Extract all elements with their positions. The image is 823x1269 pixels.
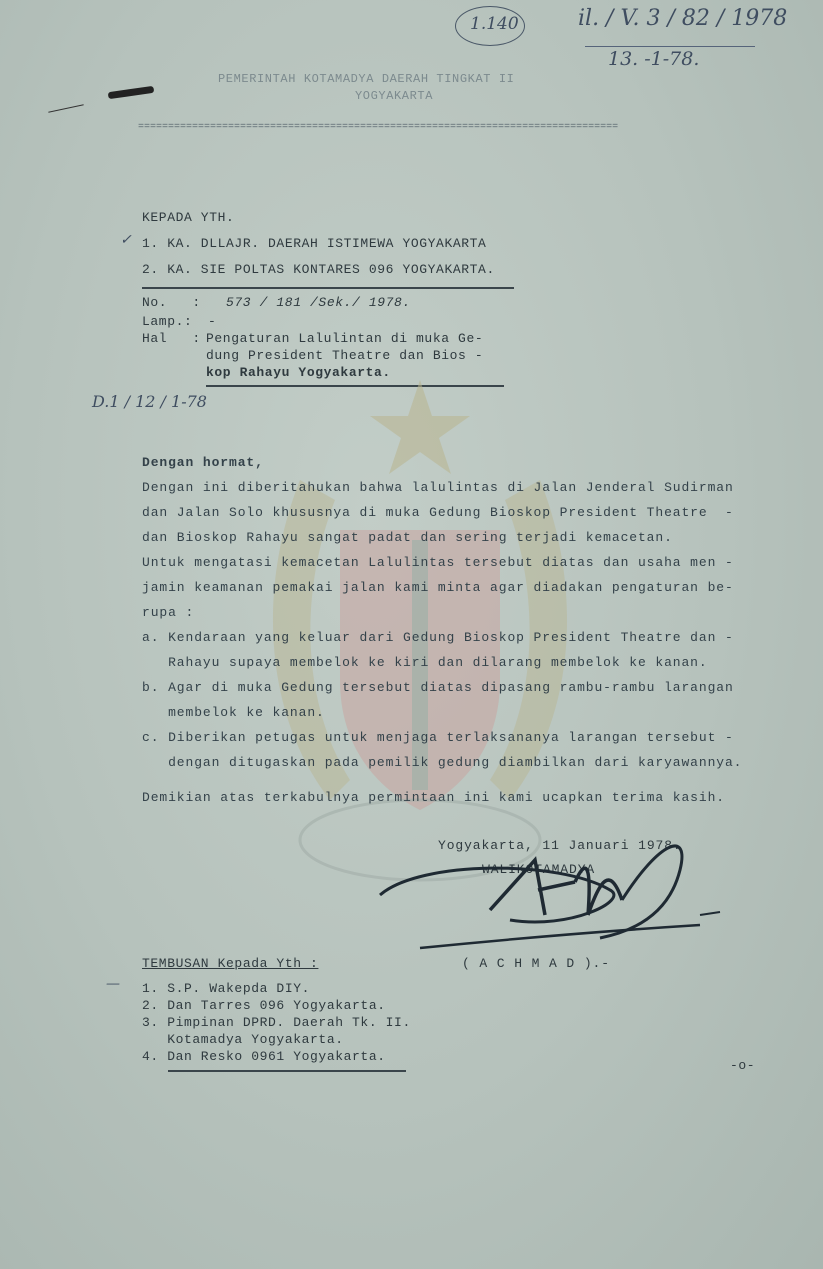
body-item-c-2: dengan ditugaskan pada pemilik gedung diambilkan dari karyawannya. [142,755,743,770]
body-item-a-2: Rahayu supaya membelok ke kiri dan dilarang membelok ke kanan. [142,655,708,670]
margin-disposition-note: D.1 / 12 / 1-78 [92,392,207,411]
cc-item-2: 2. Dan Tarres 096 Yogyakarta. [142,998,386,1013]
body-line-1: Dengan ini diberitahukan bahwa lalulintas di Jalan Jenderal Sudirman [142,480,734,495]
cc-item-3-cont: Kotamadya Yogyakarta. [142,1032,344,1047]
body-item-a-1: a. Kendaraan yang keluar dari Gedung Bioskop President Theatre dan - [142,630,734,645]
cc-tick-mark: — [106,976,120,992]
letterhead-line2: YOGYAKARTA [355,89,434,103]
body-greeting: Dengan hormat, [142,455,264,470]
recipient-rule [142,287,514,289]
body-item-b-1: b. Agar di muka Gedung tersebut diatas dipasang rambu-rambu larangan [142,680,734,695]
lamp-label: Lamp.: [142,314,193,329]
circled-reference-text: 1.140 [470,14,519,34]
salutation-heading: KEPADA YTH. [142,210,235,225]
check-mark: ✓ [120,232,132,248]
no-label: No. : [142,295,201,310]
cc-item-3: 3. Pimpinan DPRD. Daerah Tk. II. [142,1015,411,1030]
place-date: Yogyakarta, 11 Januari 1978. [438,838,682,853]
margin-blot [108,86,155,99]
archive-date: 13. -1-78. [608,48,700,70]
body-line-6: rupa : [142,605,195,620]
cc-item-4: 4. Dan Resko 0961 Yogyakarta. [142,1049,386,1064]
signatory-name: ( A C H M A D ).- [462,956,610,971]
archive-reference-underline [585,46,755,47]
body-line-5: jamin keamanan pemakai jalan kami minta agar diadakan pengaturan be- [142,580,734,595]
body-closing: Demikian atas terkabulnya permintaan ini kami ucapkan terima kasih. [142,790,725,805]
body-line-4: Untuk mengatasi kemacetan Lalulintas tersebut diatas dan usaha men - [142,555,734,570]
body-line-3: dan Bioskop Rahayu sangat padat dan sering terjadi kemacetan. [142,530,673,545]
body-line-2: dan Jalan Solo khususnya di muka Gedung Bioskop President Theatre - [142,505,734,520]
cc-rule [168,1070,406,1072]
letterhead-line1: PEMERINTAH KOTAMADYA DAERAH TINGKAT II [218,72,515,86]
recipient-1: 1. KA. DLLAJR. DAERAH ISTIMEWA YOGYAKARTA [142,236,487,251]
signatory-title: WALIKOTAMADYA [482,862,596,877]
no-value: 573 / 181 /Sek./ 1978. [226,295,411,310]
handwritten-signature [360,820,730,950]
body-item-b-2: membelok ke kanan. [142,705,325,720]
subject-line-3: kop Rahayu Yogyakarta. [206,365,391,380]
cc-item-1: 1. S.P. Wakepda DIY. [142,981,311,996]
cc-heading: TEMBUSAN Kepada Yth : [142,956,319,971]
end-mark: -o- [730,1058,756,1073]
subject-line-1: Pengaturan Lalulintan di muka Ge- [206,331,484,346]
hal-label: Hal : [142,331,201,346]
subject-line-2: dung President Theatre dan Bios - [206,348,484,363]
recipient-2: 2. KA. SIE POLTAS KONTARES 096 YOGYAKARTA. [142,262,495,277]
body-item-c-1: c. Diberikan petugas untuk menjaga terlaksananya larangan tersebut - [142,730,734,745]
letterhead-separator: ================================================================================ [138,122,619,133]
margin-mark [48,104,83,112]
lamp-value: - [208,314,217,329]
archive-reference: il. / V. 3 / 82 / 1978 [578,6,788,31]
